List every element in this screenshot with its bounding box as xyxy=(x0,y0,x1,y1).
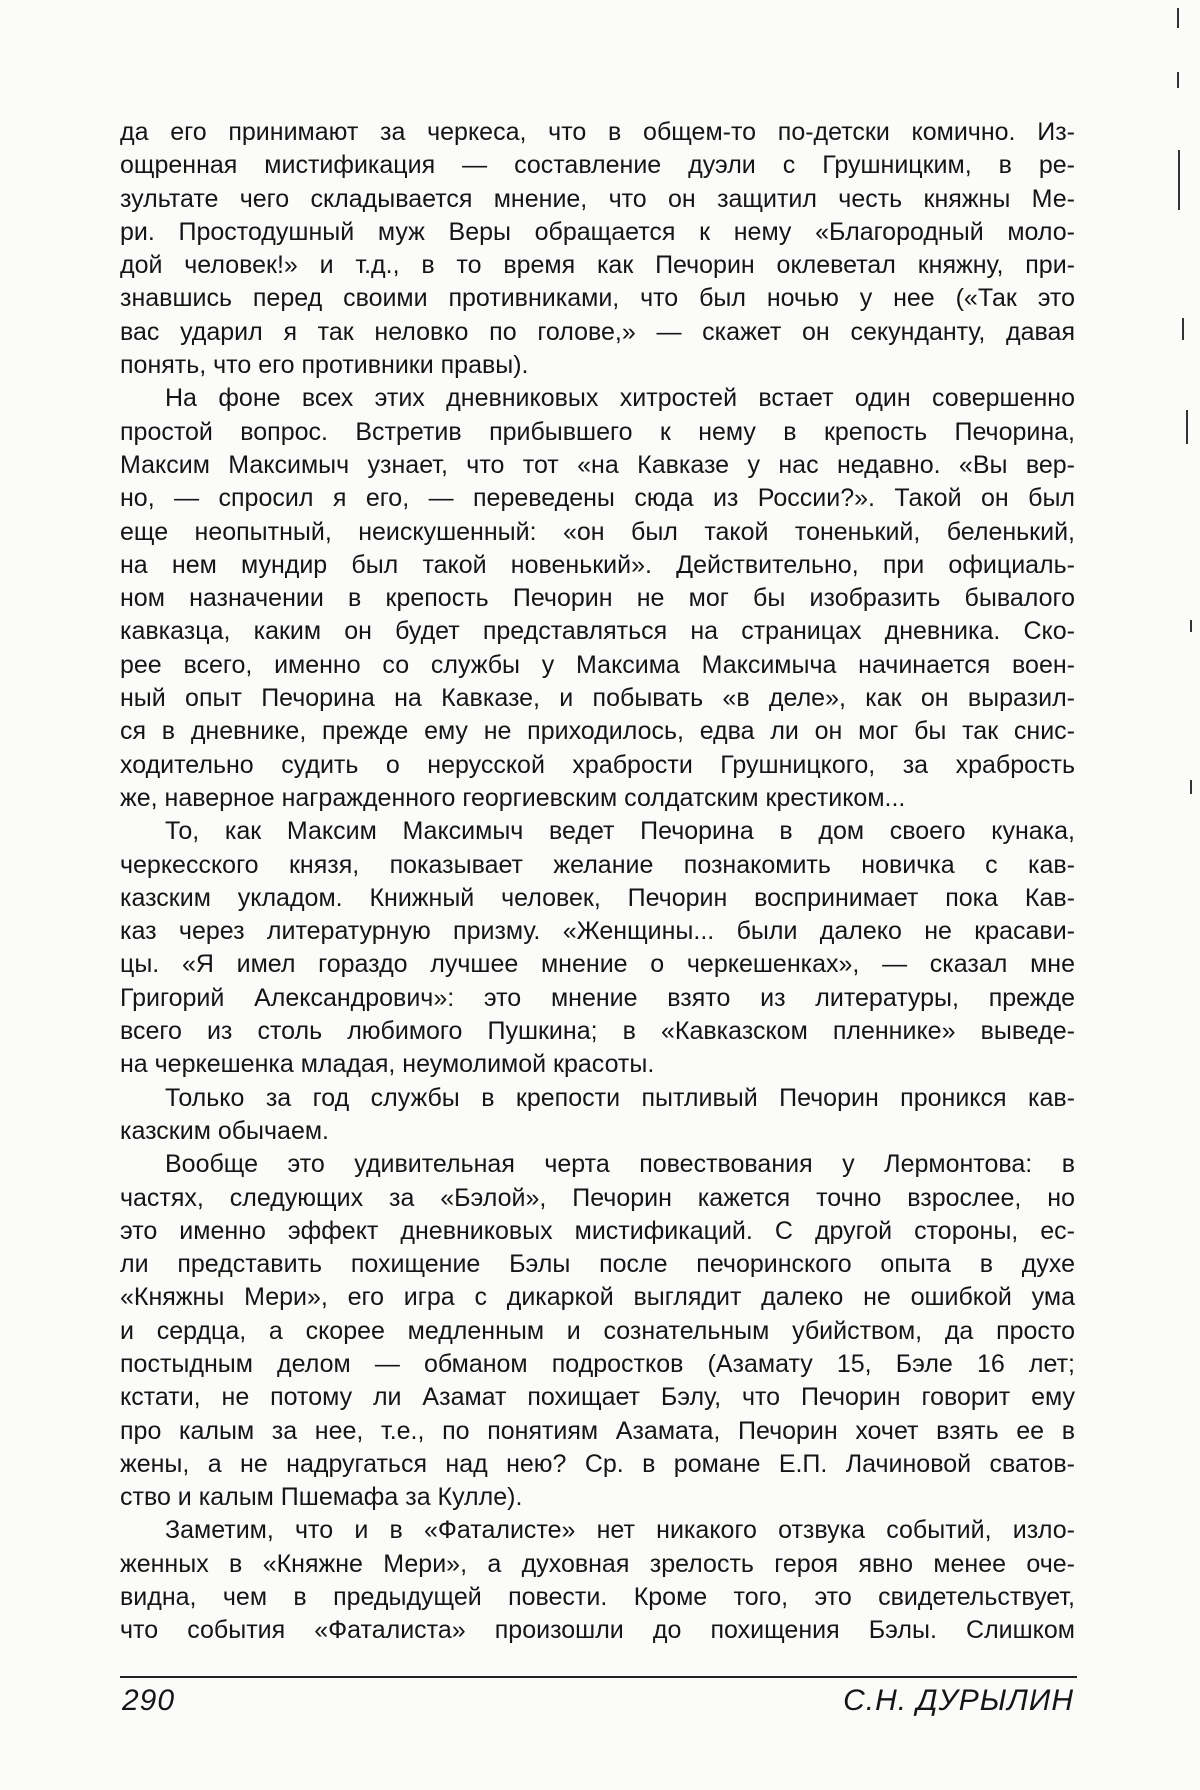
text-line: казским обычаем. xyxy=(120,1116,329,1145)
text-line: что события «Фаталиста» произошли до похищения Бэлы. Слишком xyxy=(120,1616,1075,1645)
text-line: ходительно судить о нерусской храбрости Грушницкого, за храбрость xyxy=(120,750,1075,779)
text-line: То, как Максим Максимыч ведет Печорина в дом своего кунака, xyxy=(165,817,1075,846)
text-line: но, — спросил я его, — переведены сюда из России?». Такой он был xyxy=(120,484,1075,513)
paragraph xyxy=(120,116,1075,382)
paragraph xyxy=(120,815,1075,1081)
text-line: же, наверное награжденного георгиевским солдатским крестиком... xyxy=(120,783,906,812)
scan-edge-mark xyxy=(1177,8,1179,28)
text-line: рее всего, именно со службы у Максима Максимыча начинается воен- xyxy=(120,650,1075,679)
text-line: зультате чего складывается мнение, что он защитил честь княжны Ме- xyxy=(120,184,1075,213)
text-line: про калым за нее, т.е., по понятиям Азамата, Печорин хочет взять ее в xyxy=(120,1416,1075,1445)
running-author: С.Н. ДУРЫЛИН xyxy=(843,1684,1074,1717)
text-line: понять, что его противники правы). xyxy=(120,351,529,380)
text-line: ли представить похищение Бэлы после печоринского опыта в духе xyxy=(120,1250,1075,1279)
paragraph xyxy=(120,1514,1075,1647)
text-line: знавшись перед своими противниками, что был ночью у нее («Так это xyxy=(120,284,1075,313)
scan-edge-mark xyxy=(1177,72,1179,88)
paragraph xyxy=(120,1148,1075,1514)
paragraph xyxy=(120,1082,1075,1149)
text-line: частях, следующих за «Бэлой», Печорин кажется точно взрослее, но xyxy=(120,1183,1075,1212)
text-line: «Княжны Мери», его игра с дикаркой выглядит далеко не ошибкой ума xyxy=(120,1283,1075,1312)
text-line: это именно эффект дневниковых мистификаций. С другой стороны, ес- xyxy=(120,1216,1075,1245)
text-line: вас ударил я так неловко по голове,» — скажет он секунданту, давая xyxy=(120,317,1075,346)
text-line: казским укладом. Книжный человек, Печорин воспринимает пока Кав- xyxy=(120,883,1075,912)
text-line: видна, чем в предыдущей повести. Кроме того, это свидетельствует, xyxy=(120,1583,1075,1612)
text-line: кавказца, каким он будет представляться на страницах дневника. Ско- xyxy=(120,617,1075,646)
scan-edge-mark xyxy=(1190,780,1192,794)
text-line: кстати, не потому ли Азамат похищает Бэлу, что Печорин говорит ему xyxy=(120,1383,1075,1412)
text-line: жены, а не надругаться над нею? Ср. в романе Е.П. Лачиновой сватов- xyxy=(120,1449,1075,1478)
scan-edge-mark xyxy=(1190,620,1192,632)
paragraph xyxy=(120,382,1075,815)
text-line: ный опыт Печорина на Кавказе, и побывать «в деле», как он выразил- xyxy=(120,684,1075,713)
text-line: на нем мундир был такой новенький». Действительно, при официаль- xyxy=(120,550,1075,579)
text-line: черкесского князя, показывает желание познакомить новичка с кав- xyxy=(120,850,1075,879)
text-line: да его принимают за черкеса, что в общем-то по-детски комично. Из- xyxy=(120,118,1075,146)
text-line: и сердца, а скорее медленным и сознательным убийством, да просто xyxy=(120,1316,1075,1345)
text-line: Максим Максимыч узнает, что тот «на Кавказе у нас недавно. «Вы вер- xyxy=(120,450,1075,479)
text-line: женных в «Княжне Мери», а духовная зрелость героя явно менее оче- xyxy=(120,1549,1075,1578)
footer-rule xyxy=(120,1676,1077,1678)
body-text xyxy=(120,116,1075,1648)
text-line: Заметим, что и в «Фаталисте» нет никакого отзвука событий, изло- xyxy=(165,1516,1075,1545)
text-line: всего из столь любимого Пушкина; в «Кавказском пленнике» выведе- xyxy=(120,1017,1075,1046)
text-line: еще неопытный, неискушенный: «он был такой тоненький, беленький, xyxy=(120,517,1075,546)
text-line: Только за год службы в крепости пытливый Печорин проникся кав- xyxy=(165,1083,1075,1112)
text-line: простой вопрос. Встретив прибывшего к нему в крепость Печорина, xyxy=(120,417,1075,446)
text-line: на черкешенка младая, неумолимой красоты. xyxy=(120,1050,655,1079)
text-line: ри. Простодушный муж Веры обращается к нему «Благородный моло- xyxy=(120,217,1075,246)
text-line: Григорий Александрович»: это мнение взято из литературы, прежде xyxy=(120,983,1075,1012)
text-line: ство и калым Пшемафа за Кулле). xyxy=(120,1483,523,1512)
text-line: цы. «Я имел гораздо лучшее мнение о черкешенках», — сказал мне xyxy=(120,950,1075,979)
text-line: ном назначении в крепость Печорин не мог бы изобразить бывалого xyxy=(120,584,1075,613)
text-line: каз через литературную призму. «Женщины... были далеко не красави- xyxy=(120,917,1075,946)
text-line: Вообще это удивительная черта повествования у Лермонтова: в xyxy=(165,1150,1075,1179)
text-line: На фоне всех этих дневниковых хитростей встает один совершенно xyxy=(165,384,1075,413)
scan-edge-mark xyxy=(1186,410,1188,444)
scan-edge-mark xyxy=(1182,318,1184,340)
page-number: 290 xyxy=(122,1684,176,1717)
text-line: дой человек!» и т.д., в то время как Печорин оклеветал княжну, при- xyxy=(120,251,1075,280)
text-line: ся в дневнике, прежде ему не приходилось, едва ли он мог бы так снис- xyxy=(120,717,1075,746)
text-line: постыдным делом — обманом подростков (Азамату 15, Бэле 16 лет; xyxy=(120,1349,1075,1378)
text-line: ощренная мистификация — составление дуэли с Грушницким, в ре- xyxy=(120,151,1075,180)
scan-edge-mark xyxy=(1178,150,1180,210)
